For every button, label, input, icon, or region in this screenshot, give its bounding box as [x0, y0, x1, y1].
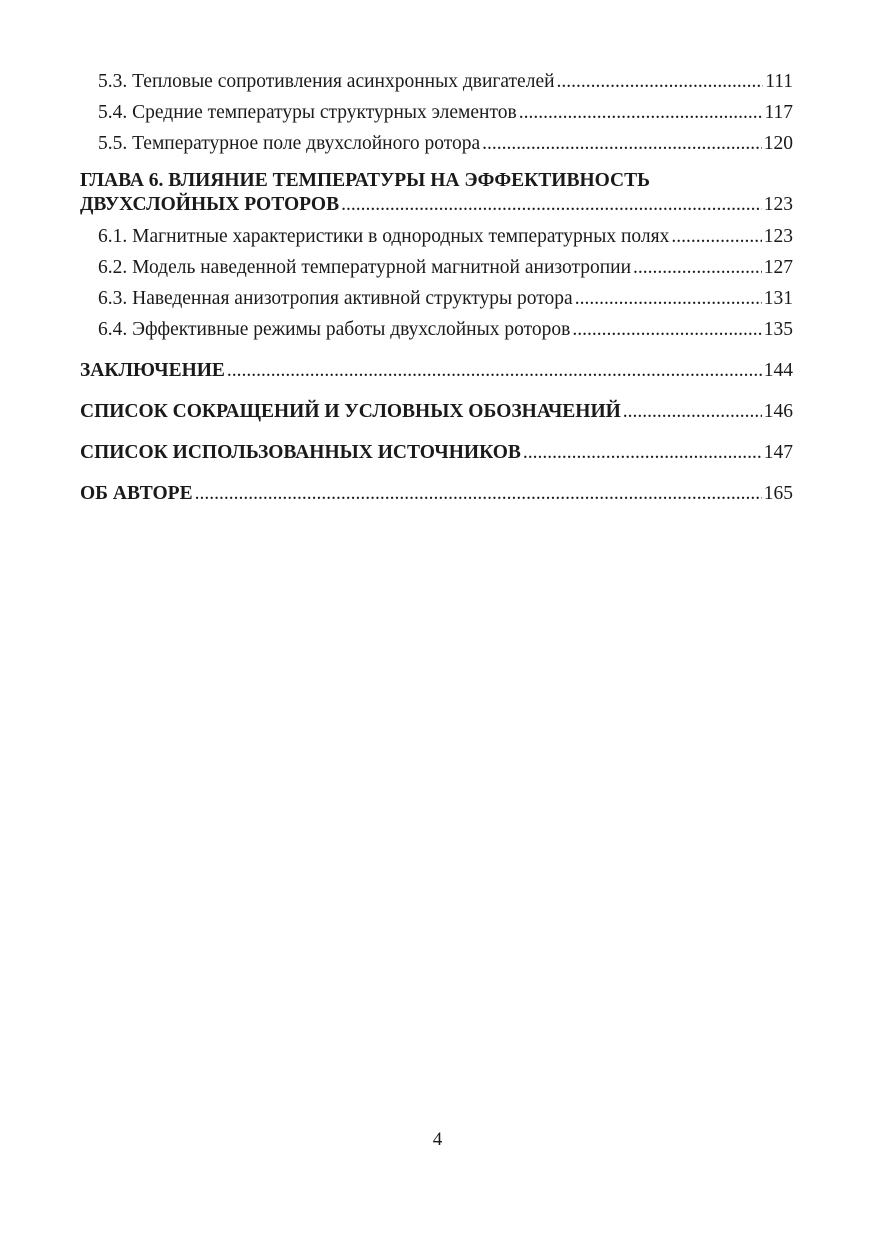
dot-leader — [482, 128, 762, 159]
toc-entry-about-author[interactable] — [80, 478, 793, 509]
dot-leader — [195, 478, 762, 509]
dot-leader — [671, 221, 761, 252]
dot-leader — [557, 66, 764, 97]
toc-entry-5-3[interactable] — [80, 66, 793, 97]
toc-chapter-6[interactable] — [80, 169, 793, 217]
toc-entry-title: 6.4. Эффективные режимы работы двухслойных роторов — [98, 319, 571, 340]
toc-entry-5-4[interactable] — [80, 97, 793, 128]
toc-entry-abbreviations[interactable] — [80, 396, 793, 427]
page-number: 4 — [432, 1129, 443, 1150]
toc-entry-page: 123 — [763, 194, 793, 215]
toc-entry-6-1[interactable] — [80, 221, 793, 252]
dot-leader — [523, 437, 762, 468]
dot-leader — [519, 97, 763, 128]
dot-leader — [575, 283, 762, 314]
toc-entry-title: 6.3. Наведенная анизотропия активной структуры ротора — [98, 288, 573, 309]
toc-entry-title: ЗАКЛЮЧЕНИЕ — [80, 360, 225, 381]
toc-entry-references[interactable] — [80, 437, 793, 468]
dot-leader — [227, 355, 762, 386]
toc-entry-title: СПИСОК ИСПОЛЬЗОВАННЫХ ИСТОЧНИКОВ — [80, 442, 521, 463]
toc-entry-page: 123 — [763, 226, 793, 247]
dot-leader — [572, 314, 761, 345]
toc-entry-title: 5.3. Тепловые сопротивления асинхронных двигателей — [98, 71, 555, 92]
dot-leader — [341, 193, 762, 217]
toc-entry-page: 117 — [764, 102, 793, 123]
toc-entry-page: 131 — [763, 288, 793, 309]
chapter-title-line-2-row — [80, 193, 793, 217]
toc-entry-page: 135 — [763, 319, 793, 340]
toc-entry-title: 5.5. Температурное поле двухслойного ротора — [98, 133, 481, 154]
toc-entry-title: СПИСОК СОКРАЩЕНИЙ И УСЛОВНЫХ ОБОЗНАЧЕНИЙ — [80, 401, 621, 422]
toc-entry-page: 144 — [763, 360, 793, 381]
table-of-contents — [80, 66, 793, 509]
toc-entry-6-4[interactable] — [80, 314, 793, 345]
toc-entry-page: 146 — [763, 401, 793, 422]
toc-entry-page: 165 — [763, 483, 793, 504]
toc-entry-page: 147 — [763, 442, 793, 463]
dot-leader — [623, 396, 762, 427]
toc-entry-page: 111 — [765, 71, 793, 92]
toc-entry-5-5[interactable] — [80, 128, 793, 159]
toc-entry-title: 6.1. Магнитные характеристики в однородных температурных полях — [98, 226, 670, 247]
toc-entry-6-3[interactable] — [80, 283, 793, 314]
toc-entry-page: 127 — [763, 257, 793, 278]
chapter-title-line-2: ДВУХСЛОЙНЫХ РОТОРОВ — [80, 194, 340, 215]
dot-leader — [633, 252, 762, 283]
toc-entry-title: ОБ АВТОРЕ — [80, 483, 193, 504]
chapter-title-line-1: ГЛАВА 6. ВЛИЯНИЕ ТЕМПЕРАТУРЫ НА ЭФФЕКТИВНОСТЬ — [80, 170, 651, 191]
toc-entry-title: 6.2. Модель наведенной температурной магнитной анизотропии — [98, 257, 632, 278]
toc-entry-page: 120 — [763, 133, 793, 154]
toc-entry-conclusion[interactable] — [80, 355, 793, 386]
toc-entry-title: 5.4. Средние температуры структурных элементов — [98, 102, 517, 123]
toc-entry-6-2[interactable] — [80, 252, 793, 283]
